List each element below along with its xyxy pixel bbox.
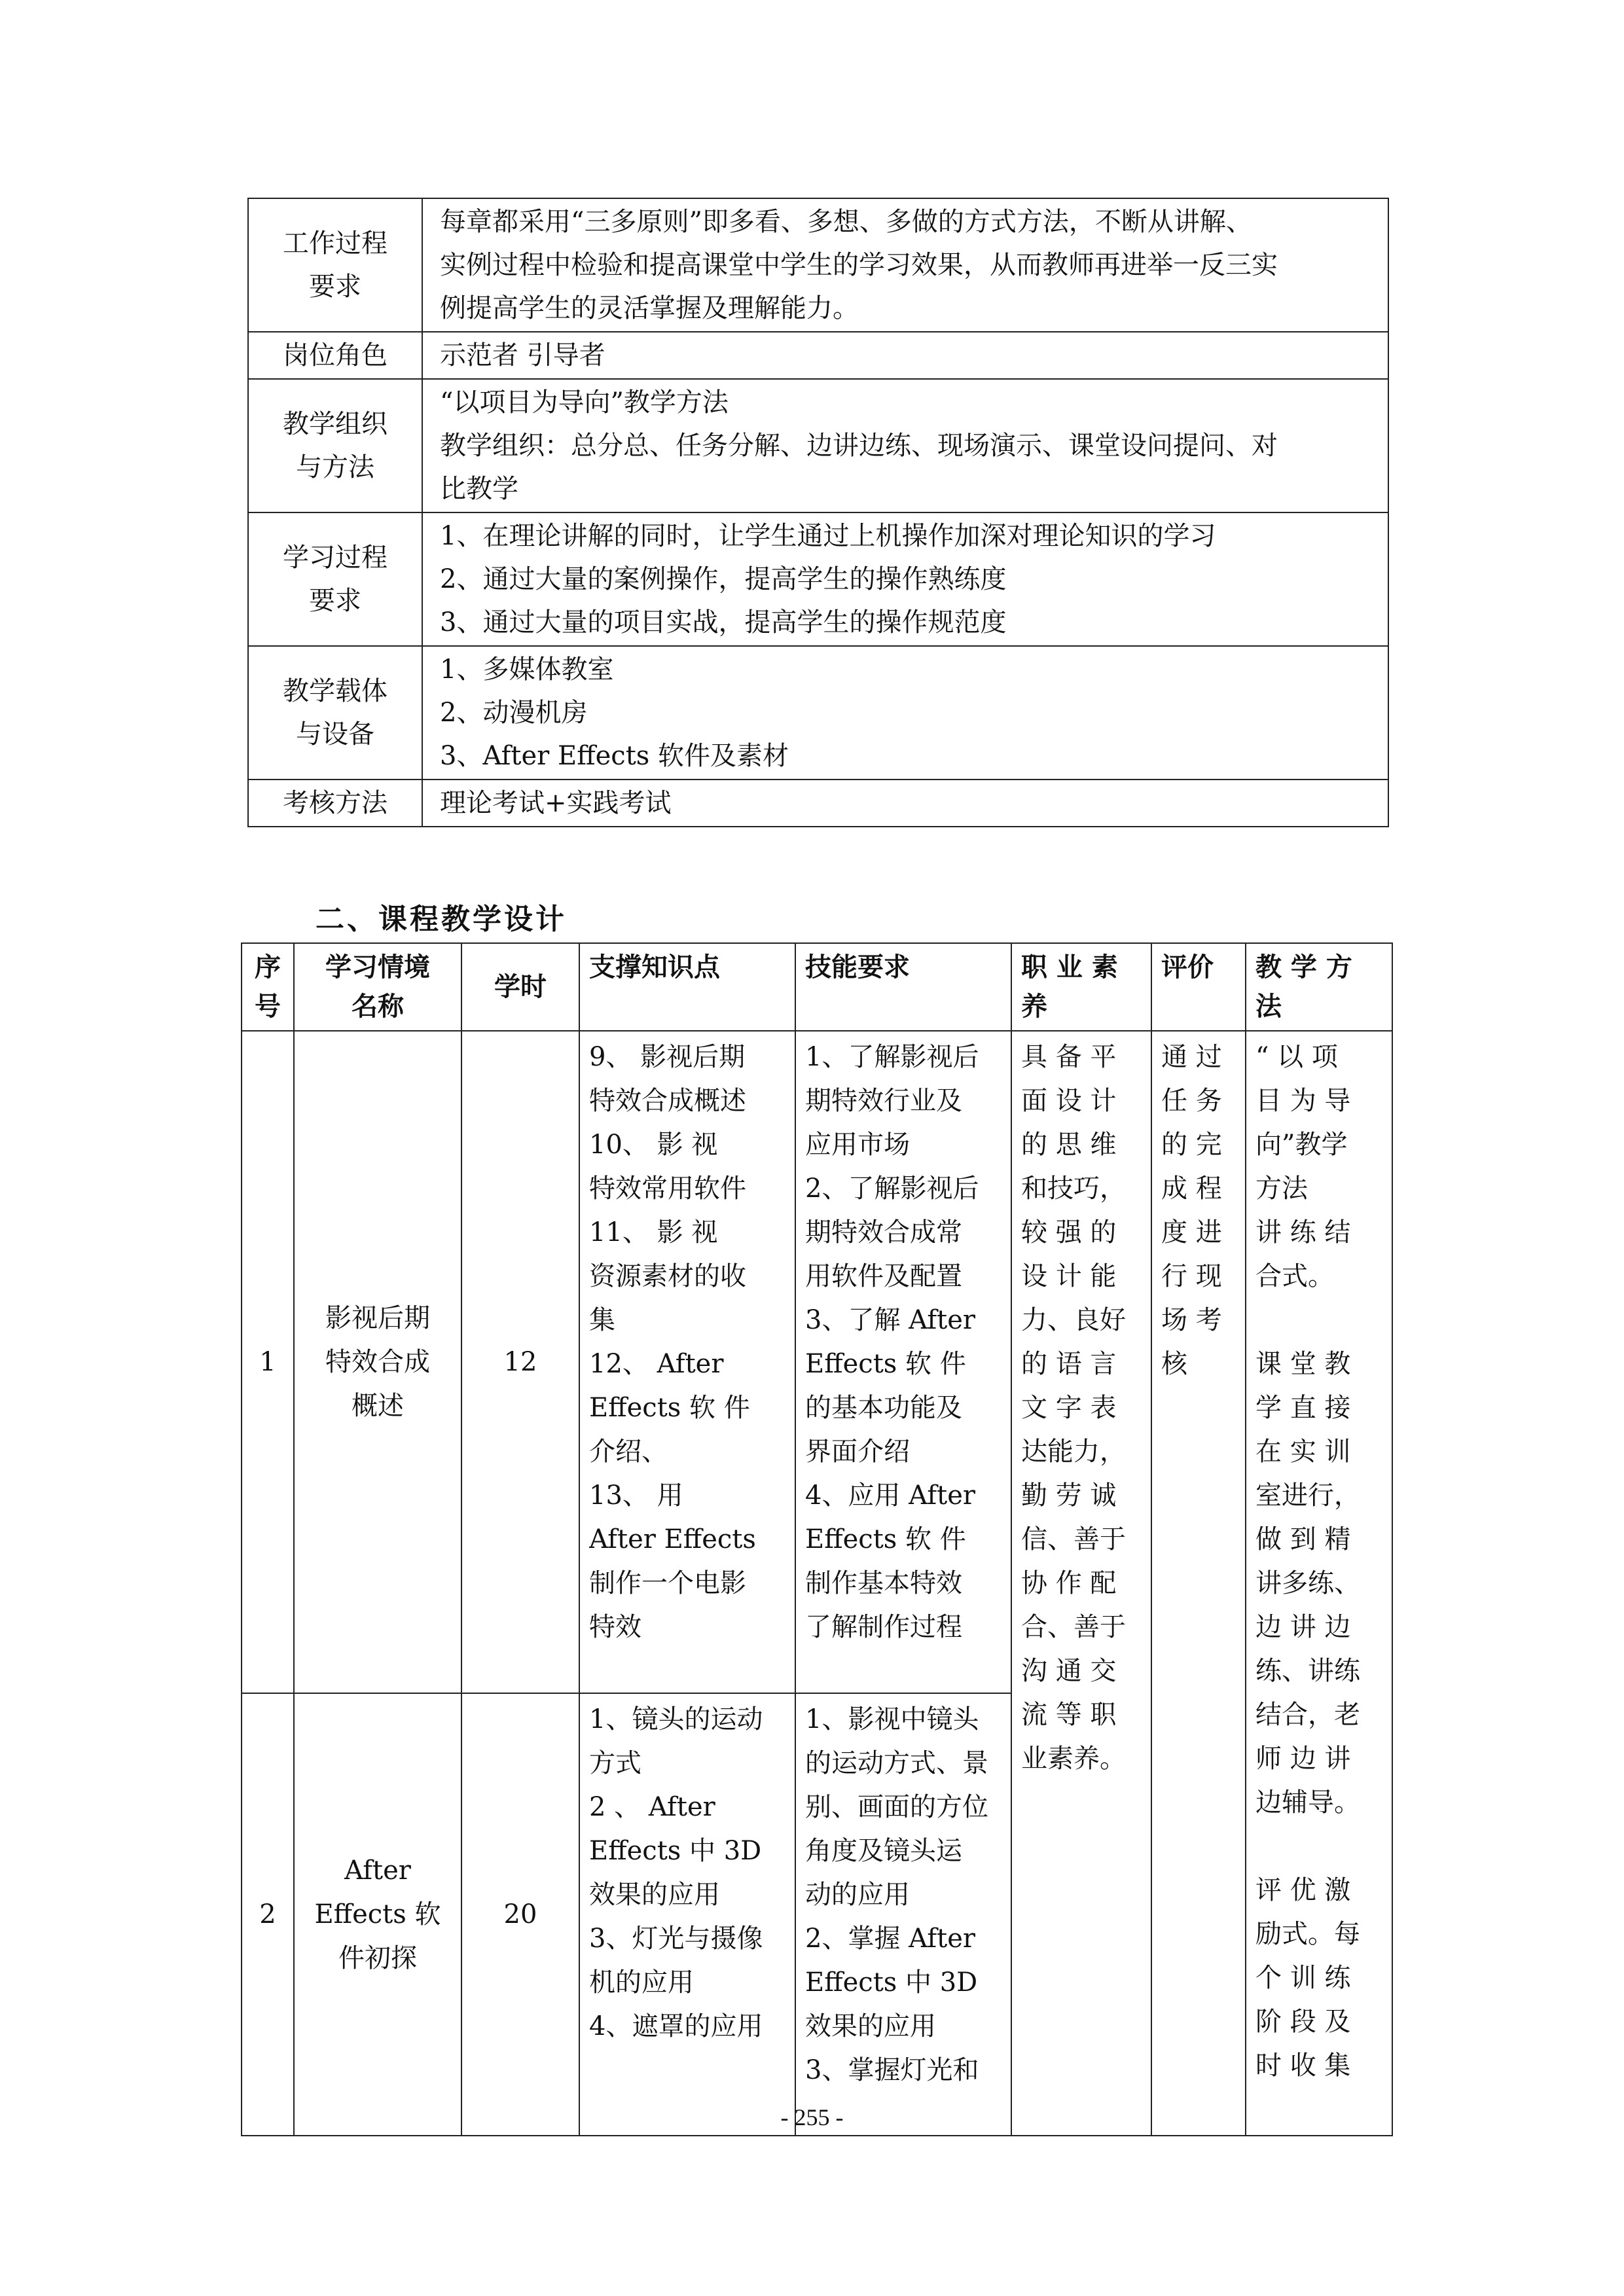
info-label-line: 要求 — [309, 272, 361, 302]
quality-line: 业素养。 — [1021, 1744, 1126, 1774]
method-line: 师 边 讲 — [1255, 1744, 1351, 1774]
method-line: 讲多练、 — [1255, 1568, 1360, 1598]
method-line: 方法 — [1255, 1174, 1308, 1204]
quality-line: 设 计 能 — [1021, 1261, 1117, 1291]
evaluation-line: 场 考 — [1161, 1305, 1222, 1335]
quality-line: 具 备 平 — [1021, 1042, 1117, 1072]
skill-line: 1、了解影视后 — [805, 1042, 979, 1072]
info-content-line: 例提高学生的灵活掌握及理解能力。 — [440, 293, 859, 323]
page-number: - 255 - — [780, 2104, 844, 2130]
knowledge-line: 11、 影 视 — [589, 1217, 718, 1247]
knowledge-line: 3、灯光与摄像 — [589, 1924, 763, 1954]
quality-line: 协 作 配 — [1021, 1568, 1117, 1598]
knowledge-line: 特效合成概述 — [589, 1086, 746, 1116]
knowledge-line: 方式 — [589, 1748, 641, 1778]
header-line: 学习情境 — [325, 952, 430, 982]
knowledge-points — [579, 1031, 795, 1693]
header-line: 号 — [255, 992, 281, 1022]
evaluation-line: 核 — [1161, 1349, 1187, 1379]
info-content-line: 2、通过大量的案例操作，提高学生的操作熟练度 — [440, 564, 1007, 594]
method-line: 结合，老 — [1255, 1700, 1360, 1730]
knowledge-line: 特效常用软件 — [589, 1174, 746, 1204]
info-row-content — [422, 379, 1388, 512]
evaluation-line: 通 过 — [1161, 1042, 1222, 1072]
method-line: 向”教学 — [1255, 1130, 1348, 1160]
info-row — [248, 198, 1388, 332]
info-content-line: 示范者 引导者 — [440, 340, 605, 370]
info-row — [248, 332, 1388, 379]
info-content-line: “以项目为导向”教学方法 — [440, 387, 729, 418]
course-info-table — [247, 198, 1389, 827]
knowledge-line: 10、 影 视 — [589, 1130, 718, 1160]
situation-name-line: 特效合成 — [325, 1346, 430, 1377]
evaluation-line: 的 完 — [1161, 1130, 1222, 1160]
row-number: 1 — [242, 1031, 294, 1693]
knowledge-line: 特效 — [589, 1612, 641, 1642]
knowledge-line: 效果的应用 — [589, 1880, 720, 1910]
quality-line: 的 思 维 — [1021, 1130, 1117, 1160]
method-line: 目 为 导 — [1255, 1086, 1351, 1116]
header-quality — [1011, 943, 1151, 1031]
skill-line: 角度及镜头运 — [805, 1836, 962, 1866]
skill-line: 别、画面的方位 — [805, 1792, 988, 1822]
header-line: 教 学 方 — [1255, 952, 1352, 982]
skill-line: 应用市场 — [805, 1130, 910, 1160]
skill-line: 了解制作过程 — [805, 1612, 962, 1642]
knowledge-points — [579, 1693, 795, 2136]
skill-line: 3、了解 After — [805, 1305, 976, 1335]
method-line: 个 训 练 — [1255, 1963, 1351, 1993]
method-line: 室进行， — [1255, 1480, 1360, 1511]
design-table-row — [242, 1031, 1392, 1693]
knowledge-line: 机的应用 — [589, 1967, 694, 1998]
info-row-label — [248, 780, 422, 827]
info-row — [248, 780, 1388, 827]
skill-line: 期特效行业及 — [805, 1086, 962, 1116]
knowledge-line: 集 — [589, 1305, 615, 1335]
knowledge-line: 12、 After — [589, 1349, 724, 1379]
info-content-line: 理论考试+实践考试 — [440, 788, 672, 818]
skill-line: 的基本功能及 — [805, 1393, 962, 1423]
situation-name — [294, 1031, 461, 1693]
knowledge-line: 介绍、 — [589, 1437, 668, 1467]
quality-line: 的 语 言 — [1021, 1349, 1117, 1379]
quality-line: 信、善于 — [1021, 1524, 1126, 1554]
method-line: 在 实 训 — [1255, 1437, 1351, 1467]
quality-line: 达能力， — [1021, 1437, 1126, 1467]
skill-line: 3、掌握灯光和 — [805, 2055, 979, 2085]
info-row-label — [248, 332, 422, 379]
evaluation-line: 成 程 — [1161, 1174, 1222, 1204]
quality-line: 勤 劳 诚 — [1021, 1480, 1117, 1511]
header-no — [242, 943, 294, 1031]
quality-line: 文 字 表 — [1021, 1393, 1117, 1423]
situation-name — [294, 1693, 461, 2136]
skill-requirements — [795, 1693, 1011, 2136]
skill-line: 界面介绍 — [805, 1437, 910, 1467]
knowledge-line: 9、 影视后期 — [589, 1042, 746, 1072]
row-number: 2 — [242, 1693, 294, 2136]
info-row-content — [422, 198, 1388, 332]
header-name — [294, 943, 461, 1031]
info-row-content — [422, 780, 1388, 827]
method-line: 时 收 集 — [1255, 2051, 1351, 2081]
knowledge-line: 2 、 After — [589, 1792, 715, 1822]
method-line: 阶 段 及 — [1255, 2007, 1351, 2037]
info-content-line: 2、动漫机房 — [440, 698, 588, 728]
knowledge-line: 4、遮罩的应用 — [589, 2011, 763, 2041]
info-row-content — [422, 512, 1388, 646]
info-label-line: 工作过程 — [283, 228, 388, 259]
info-content-line: 1、在理论讲解的同时，让学生通过上机操作加深对理论知识的学习 — [440, 521, 1216, 551]
quality-line: 和技巧， — [1021, 1174, 1126, 1204]
header-line: 养 — [1021, 992, 1047, 1022]
header-knowledge: 支撑知识点 — [579, 943, 795, 1031]
knowledge-line: 资源素材的收 — [589, 1261, 746, 1291]
header-line: 序 — [255, 952, 281, 982]
skill-line: 2、掌握 After — [805, 1924, 976, 1954]
skill-line: Effects 软 件 — [805, 1524, 966, 1554]
evaluation — [1151, 1031, 1246, 2136]
skill-line: 动的应用 — [805, 1880, 910, 1910]
knowledge-line: Effects 中 3D — [589, 1836, 762, 1866]
quality-line: 合、善于 — [1021, 1612, 1126, 1642]
evaluation-line: 行 现 — [1161, 1261, 1222, 1291]
info-row-content — [422, 646, 1388, 780]
method-line: 做 到 精 — [1255, 1524, 1351, 1554]
quality-line: 流 等 职 — [1021, 1700, 1117, 1730]
header-line: 职 业 素 — [1021, 952, 1118, 982]
quality-line: 力、良好 — [1021, 1305, 1126, 1335]
header-hours: 学时 — [461, 943, 579, 1031]
method-line: 评 优 激 — [1255, 1875, 1351, 1905]
info-content-line: 每章都采用“三多原则”即多看、多想、多做的方式方法，不断从讲解、 — [440, 207, 1252, 237]
skill-requirements — [795, 1031, 1011, 1693]
info-row — [248, 512, 1388, 646]
skill-line: Effects 中 3D — [805, 1967, 978, 1998]
header-skills: 技能要求 — [795, 943, 1011, 1031]
hours: 20 — [461, 1693, 579, 2136]
situation-name-line: 影视后期 — [325, 1302, 430, 1333]
info-label-line: 教学载体 — [283, 676, 388, 706]
info-label-line: 教学组织 — [283, 409, 388, 439]
skill-line: 效果的应用 — [805, 2011, 936, 2041]
method-line — [1255, 1825, 1382, 1869]
info-label-line: 考核方法 — [283, 788, 388, 818]
skill-line: 的运动方式、景 — [805, 1748, 988, 1778]
skill-line: Effects 软 件 — [805, 1349, 966, 1379]
situation-name-line: Effects 软 — [314, 1899, 441, 1929]
hours: 12 — [461, 1031, 579, 1693]
info-label-line: 要求 — [309, 586, 361, 616]
method-line: 学 直 接 — [1255, 1393, 1351, 1423]
method-line: 课 堂 教 — [1255, 1349, 1351, 1379]
info-content-line: 1、多媒体教室 — [440, 655, 614, 685]
course-design-table — [241, 942, 1393, 2136]
evaluation-line: 度 进 — [1161, 1217, 1222, 1247]
skill-line: 1、影视中镜头 — [805, 1704, 979, 1734]
quality-line: 较 强 的 — [1021, 1217, 1117, 1247]
evaluation-line: 任 务 — [1161, 1086, 1222, 1116]
knowledge-line: Effects 软 件 — [589, 1393, 750, 1423]
knowledge-line: After Effects — [589, 1524, 756, 1554]
info-content-line: 3、通过大量的项目实战，提高学生的操作规范度 — [440, 607, 1007, 637]
situation-name-line: 件初探 — [338, 1943, 417, 1973]
info-row-label — [248, 646, 422, 780]
info-content-line: 教学组织：总分总、任务分解、边讲边练、现场演示、课堂设问提问、对 — [440, 431, 1278, 461]
knowledge-line: 制作一个电影 — [589, 1568, 746, 1598]
section-title: 二、课程教学设计 — [316, 903, 567, 936]
info-label-line: 与方法 — [296, 452, 374, 482]
situation-name-line: After — [344, 1855, 411, 1886]
info-row-label — [248, 198, 422, 332]
skill-line: 2、了解影视后 — [805, 1174, 979, 1204]
header-method — [1246, 943, 1392, 1031]
method-line: 边 讲 边 — [1255, 1612, 1351, 1642]
header-line: 名称 — [352, 992, 404, 1022]
skill-line: 4、应用 After — [805, 1480, 976, 1511]
method-line: 练、讲练 — [1255, 1656, 1360, 1686]
situation-name-line: 概述 — [352, 1390, 404, 1421]
knowledge-line: 1、镜头的运动 — [589, 1704, 763, 1734]
header-evaluation: 评价 — [1151, 943, 1246, 1031]
knowledge-line: 13、 用 — [589, 1480, 683, 1511]
info-label-line: 与设备 — [296, 719, 374, 749]
info-content-line: 比教学 — [440, 474, 518, 504]
skill-line: 制作基本特效 — [805, 1568, 962, 1598]
quality-line: 沟 通 交 — [1021, 1656, 1117, 1686]
info-row-label — [248, 379, 422, 512]
teaching-method — [1246, 1031, 1392, 2136]
method-line: 讲 练 结 — [1255, 1217, 1351, 1247]
method-line: 边辅导。 — [1255, 1787, 1360, 1818]
header-line: 法 — [1255, 992, 1282, 1022]
info-label-line: 岗位角色 — [283, 340, 388, 370]
info-row — [248, 379, 1388, 512]
method-line: 合式。 — [1255, 1261, 1334, 1291]
method-line: “ 以 项 — [1255, 1042, 1338, 1072]
info-row-content — [422, 332, 1388, 379]
info-label-line: 学习过程 — [283, 543, 388, 573]
quality-line: 面 设 计 — [1021, 1086, 1117, 1116]
skill-line: 用软件及配置 — [805, 1261, 962, 1291]
skill-line: 期特效合成常 — [805, 1217, 962, 1247]
method-line — [1255, 1299, 1382, 1342]
design-table-header-row — [242, 943, 1392, 1031]
info-row-label — [248, 512, 422, 646]
info-content-line: 3、After Effects 软件及素材 — [440, 741, 789, 771]
info-row — [248, 646, 1388, 780]
method-line: 励式。每 — [1255, 1919, 1360, 1949]
professional-quality — [1011, 1031, 1151, 2136]
info-content-line: 实例过程中检验和提高课堂中学生的学习效果，从而教师再进举一反三实 — [440, 250, 1278, 280]
